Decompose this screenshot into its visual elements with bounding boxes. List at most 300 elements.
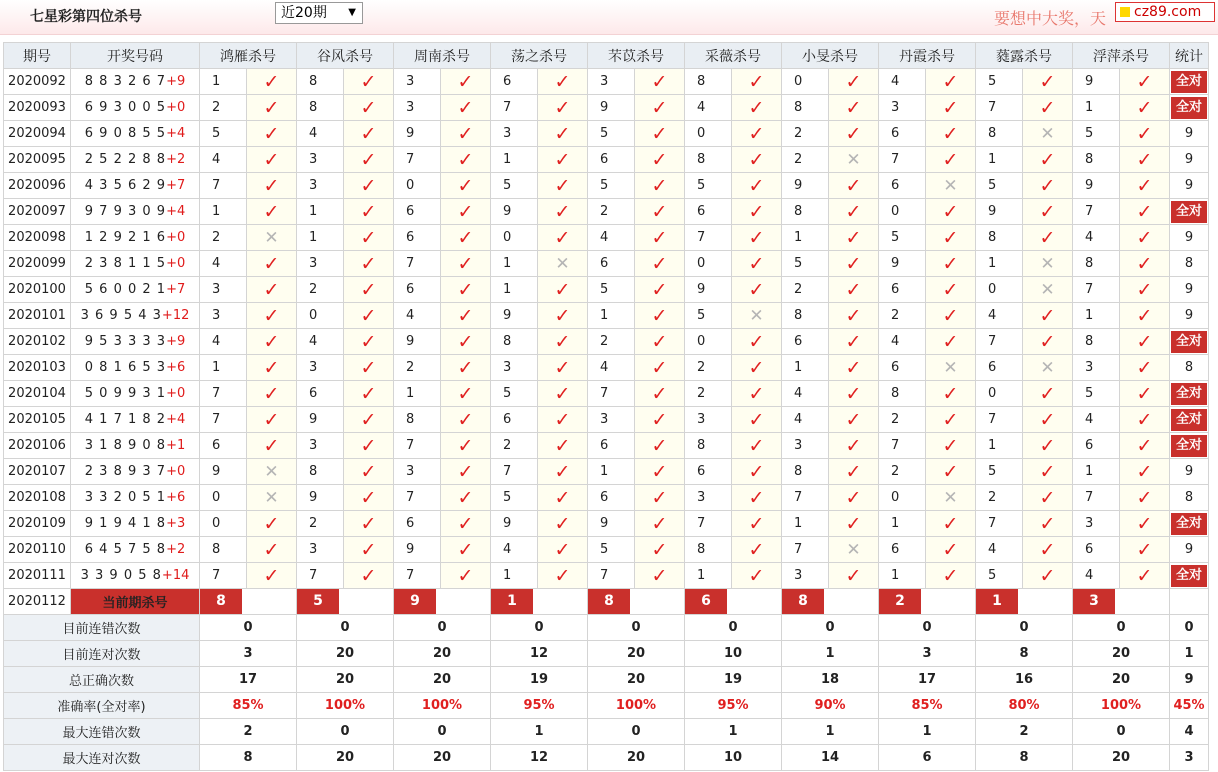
kill-number-cell: 7 [782,537,829,563]
check-icon: ✓ [748,174,765,197]
kill-number-cell: 8 [782,303,829,329]
check-icon: ✓ [360,96,377,119]
check-icon: ✓ [263,304,280,327]
result-mark-cell [1023,121,1073,147]
kill-number-cell: 9 [200,459,247,485]
kill-number-cell: 3 [394,459,441,485]
check-icon: ✓ [942,200,959,223]
kill-number-cell: 1 [879,563,926,589]
check-icon: ✓ [1039,512,1056,535]
result-mark-cell [732,225,782,251]
check-icon: ✓ [845,356,862,379]
kill-number-cell: 3 [588,69,635,95]
current-kill-cell [394,589,491,615]
kill-number-cell: 5 [782,251,829,277]
kill-number-cell: 9 [976,199,1023,225]
stat-count: 9 [1184,126,1194,141]
period-cell: 2020107 [4,459,71,485]
table-row [4,69,1209,95]
kill-number-cell: 9 [588,95,635,121]
check-icon: ✓ [942,226,959,249]
period-cell: 2020098 [4,225,71,251]
summary-value: 20 [394,641,491,667]
result-mark-cell [441,147,491,173]
kill-number-cell: 9 [394,329,441,355]
column-header-expert[interactable]: 浮萍杀号 [1073,43,1170,69]
check-icon: ✓ [651,70,668,93]
stat-cell [1170,173,1209,199]
result-mark-cell [344,199,394,225]
summary-value: 20 [1073,667,1170,693]
check-icon: ✓ [942,538,959,561]
period-cell: 2020094 [4,121,71,147]
check-icon: ✓ [748,486,765,509]
all-correct-badge: 全对 [1171,409,1207,431]
table-row [4,277,1209,303]
column-header-expert[interactable]: 周南杀号 [394,43,491,69]
kill-number-cell: 4 [297,329,344,355]
kill-number-cell: 0 [200,511,247,537]
summary-value: 16 [976,667,1073,693]
summary-value: 0 [782,615,879,641]
check-icon: ✓ [1039,460,1056,483]
result-mark-cell [635,147,685,173]
result-mark-cell [538,95,588,121]
period-cell: 2020102 [4,329,71,355]
period-cell: 2020093 [4,95,71,121]
result-mark-cell [538,225,588,251]
result-mark-cell [732,251,782,277]
kill-number-cell: 3 [879,95,926,121]
kill-number-cell: 1 [491,563,538,589]
check-icon: ✓ [554,538,571,561]
check-icon: ✓ [942,70,959,93]
check-icon: ✓ [1039,408,1056,431]
check-icon: ✓ [1136,70,1153,93]
site-badge[interactable] [1115,2,1215,22]
result-mark-cell [926,303,976,329]
kill-number-cell: 5 [1073,121,1120,147]
check-icon: ✓ [845,200,862,223]
check-icon: ✓ [942,96,959,119]
kill-number-cell: 3 [491,121,538,147]
result-mark-cell [441,485,491,511]
check-icon: ✓ [554,96,571,119]
result-mark-cell [926,459,976,485]
all-correct-badge: 全对 [1171,331,1207,353]
summary-value: 0 [1170,615,1209,641]
kill-number-cell: 7 [685,225,732,251]
result-mark-cell [247,225,297,251]
period-select-value: 近20期 [281,5,327,21]
stat-cell [1170,251,1209,277]
kill-number-cell: 5 [491,485,538,511]
result-mark-cell [635,225,685,251]
draw-extra: +4 [166,204,186,219]
check-icon: ✓ [554,330,571,353]
result-mark-cell [247,537,297,563]
result-mark-cell [441,121,491,147]
result-mark-cell [247,329,297,355]
result-mark-cell [1023,407,1073,433]
kill-number-cell: 7 [394,485,441,511]
result-mark-cell [926,199,976,225]
result-mark-cell [1120,199,1170,225]
draw-numbers-cell [71,355,200,381]
result-mark-cell [441,303,491,329]
check-icon: ✓ [457,148,474,171]
check-icon: ✓ [457,564,474,587]
kill-number-cell: 0 [685,251,732,277]
result-mark-cell [829,303,879,329]
result-mark-cell [635,251,685,277]
column-header-expert[interactable]: 芣苡杀号 [588,43,685,69]
result-mark-cell [247,277,297,303]
result-mark-cell [538,251,588,277]
kill-number-cell: 9 [297,485,344,511]
draw-numbers-cell [71,225,200,251]
kill-number-cell: 5 [976,459,1023,485]
slogan-banner[interactable]: 要想中大奖，天 [994,9,1107,28]
summary-value: 0 [879,615,976,641]
draw-extra: +12 [161,308,190,323]
kill-number-cell: 5 [588,121,635,147]
draw-extra: +0 [166,464,186,479]
summary-value: 8 [200,745,297,771]
result-mark-cell [1023,355,1073,381]
summary-row [4,745,1209,771]
period-cell: 2020092 [4,69,71,95]
draw-numbers-cell [71,563,200,589]
kill-number-cell: 3 [297,147,344,173]
result-mark-cell [732,511,782,537]
summary-label: 总正确次数 [4,667,200,693]
stat-cell [1170,563,1209,589]
result-mark-cell [441,225,491,251]
kill-number-cell: 8 [1073,251,1120,277]
check-icon: ✓ [942,408,959,431]
check-icon: ✓ [1039,304,1056,327]
cross-icon: ✕ [943,487,958,508]
stat-cell [1170,537,1209,563]
kill-number-cell: 1 [297,225,344,251]
kill-number-cell: 1 [782,225,829,251]
summary-value: 100% [588,693,685,719]
kill-number-cell: 4 [200,147,247,173]
check-icon: ✓ [845,96,862,119]
draw-extra: +7 [166,282,186,297]
check-icon: ✓ [263,538,280,561]
kill-number-cell: 5 [976,563,1023,589]
check-icon: ✓ [1136,460,1153,483]
kill-number-cell: 3 [297,251,344,277]
result-mark-cell [1120,407,1170,433]
summary-value: 0 [588,719,685,745]
kill-number-cell: 1 [782,355,829,381]
summary-row [4,719,1209,745]
result-mark-cell [247,173,297,199]
check-icon: ✓ [1039,70,1056,93]
check-icon: ✓ [554,226,571,249]
check-icon: ✓ [748,226,765,249]
result-mark-cell [829,433,879,459]
result-mark-cell [732,485,782,511]
kill-number-cell: 2 [491,433,538,459]
summary-value: 14 [782,745,879,771]
result-mark-cell [538,485,588,511]
check-icon: ✓ [845,252,862,275]
draw-extra: +9 [166,334,186,349]
check-icon: ✓ [1136,330,1153,353]
result-mark-cell [732,355,782,381]
check-icon: ✓ [845,122,862,145]
check-icon: ✓ [457,486,474,509]
result-mark-cell [926,537,976,563]
check-icon: ✓ [748,330,765,353]
site-logo-icon [1120,7,1130,17]
result-mark-cell [1120,173,1170,199]
draw-numbers-cell [71,433,200,459]
column-header-expert[interactable]: 采薇杀号 [685,43,782,69]
stat-cell [1170,407,1209,433]
kill-number-cell: 5 [685,173,732,199]
table-row [4,459,1209,485]
summary-value: 0 [297,719,394,745]
kill-number-cell: 9 [782,173,829,199]
stat-cell [1170,433,1209,459]
stat-cell [1170,485,1209,511]
period-select[interactable] [275,2,363,24]
kill-number-cell: 4 [588,355,635,381]
kill-number-cell: 2 [588,329,635,355]
kill-number-cell: 7 [588,381,635,407]
result-mark-cell [247,407,297,433]
result-mark-cell [441,69,491,95]
summary-value: 12 [491,745,588,771]
check-icon: ✓ [1136,382,1153,405]
kill-number-cell: 6 [491,407,538,433]
check-icon: ✓ [457,252,474,275]
current-kill-number: 8 [588,589,630,614]
check-icon: ✓ [1039,226,1056,249]
summary-value: 0 [588,615,685,641]
result-mark-cell [247,199,297,225]
table-row [4,355,1209,381]
check-icon: ✓ [942,564,959,587]
column-header-expert[interactable]: 丹霞杀号 [879,43,976,69]
check-icon: ✓ [651,538,668,561]
check-icon: ✓ [748,408,765,431]
period-cell: 2020101 [4,303,71,329]
result-mark-cell [1023,433,1073,459]
result-mark-cell [1120,95,1170,121]
kill-number-cell: 6 [879,355,926,381]
check-icon: ✓ [360,460,377,483]
result-mark-cell [1023,537,1073,563]
stat-count: 8 [1184,256,1194,271]
check-icon: ✓ [1039,174,1056,197]
result-mark-cell [247,95,297,121]
column-header-expert[interactable]: 蕤露杀号 [976,43,1073,69]
current-kill-number: 2 [879,589,921,614]
result-mark-cell [732,459,782,485]
kill-number-cell: 5 [976,173,1023,199]
summary-label: 目前连错次数 [4,615,200,641]
result-mark-cell [441,381,491,407]
check-icon: ✓ [457,434,474,457]
table-row [4,563,1209,589]
result-mark-cell [635,485,685,511]
check-icon: ✓ [263,330,280,353]
result-mark-cell [926,225,976,251]
check-icon: ✓ [1039,538,1056,561]
check-icon: ✓ [651,174,668,197]
result-mark-cell [829,69,879,95]
summary-value: 1 [782,719,879,745]
kill-number-cell: 5 [976,69,1023,95]
summary-value: 20 [297,667,394,693]
check-icon: ✓ [845,278,862,301]
kill-number-cell: 5 [200,121,247,147]
summary-value: 90% [782,693,879,719]
check-icon: ✓ [748,382,765,405]
result-mark-cell [441,511,491,537]
draw-extra: +2 [166,152,186,167]
draw-numbers-cell [71,147,200,173]
summary-value: 80% [976,693,1073,719]
kill-number-cell: 6 [1073,537,1120,563]
kill-number-cell: 8 [685,537,732,563]
result-mark-cell [635,277,685,303]
check-icon: ✓ [1136,278,1153,301]
check-icon: ✓ [748,96,765,119]
check-icon: ✓ [845,460,862,483]
check-icon: ✓ [1136,122,1153,145]
summary-value: 3 [200,641,297,667]
result-mark-cell [441,173,491,199]
result-mark-cell [635,511,685,537]
result-mark-cell [344,329,394,355]
kill-number-cell: 7 [685,511,732,537]
check-icon: ✓ [457,70,474,93]
column-header-expert[interactable]: 小旻杀号 [782,43,879,69]
current-kill-number: 6 [685,589,727,614]
check-icon: ✓ [457,174,474,197]
kill-number-cell: 7 [976,95,1023,121]
column-header-expert[interactable]: 荡之杀号 [491,43,588,69]
check-icon: ✓ [651,408,668,431]
column-header-expert[interactable]: 谷风杀号 [297,43,394,69]
draw-numbers-cell [71,407,200,433]
summary-value: 12 [491,641,588,667]
kill-number-cell: 5 [491,381,538,407]
summary-value: 95% [491,693,588,719]
draw-numbers-cell [71,329,200,355]
check-icon: ✓ [360,200,377,223]
check-icon: ✓ [942,122,959,145]
table-row [4,407,1209,433]
check-icon: ✓ [457,408,474,431]
column-header-expert[interactable]: 鸿雁杀号 [200,43,297,69]
result-mark-cell [247,147,297,173]
result-mark-cell [441,407,491,433]
kill-number-cell: 9 [394,537,441,563]
result-mark-cell [538,433,588,459]
result-mark-cell [829,329,879,355]
result-mark-cell [538,303,588,329]
check-icon: ✓ [942,278,959,301]
check-icon: ✓ [651,226,668,249]
kill-number-cell: 8 [394,407,441,433]
kill-number-cell: 1 [491,251,538,277]
kill-number-cell: 7 [491,95,538,121]
kill-number-cell: 5 [1073,381,1120,407]
current-stat-cell [1170,589,1209,615]
check-icon: ✓ [554,304,571,327]
period-cell: 2020110 [4,537,71,563]
result-mark-cell [732,95,782,121]
result-mark-cell [1023,381,1073,407]
draw-extra: +0 [166,256,186,271]
result-mark-cell [829,277,879,303]
summary-row [4,641,1209,667]
summary-label: 最大连对次数 [4,745,200,771]
period-cell: 2020104 [4,381,71,407]
check-icon: ✓ [942,330,959,353]
check-icon: ✓ [263,200,280,223]
kill-number-cell: 4 [1073,563,1120,589]
result-mark-cell [538,147,588,173]
kill-number-cell: 2 [200,95,247,121]
kill-number-cell: 9 [491,303,538,329]
result-mark-cell [732,537,782,563]
draw-numbers-cell [71,173,200,199]
kill-number-cell: 5 [879,225,926,251]
kill-number-cell: 3 [782,563,829,589]
draw-numbers-cell [71,303,200,329]
result-mark-cell [247,251,297,277]
kill-number-cell: 8 [782,199,829,225]
kill-number-cell: 4 [297,121,344,147]
current-kill-cell [879,589,976,615]
kill-number-cell: 7 [200,381,247,407]
result-mark-cell [829,95,879,121]
draw-extra: +3 [166,516,186,531]
check-icon: ✓ [263,434,280,457]
stat-count: 8 [1184,360,1194,375]
summary-value: 95% [685,693,782,719]
kill-number-cell: 8 [1073,147,1120,173]
result-mark-cell [247,433,297,459]
result-mark-cell [926,147,976,173]
check-icon: ✓ [1039,486,1056,509]
summary-value: 20 [1073,745,1170,771]
draw-numbers: 3 6 9 5 4 3 [80,308,162,323]
check-icon: ✓ [1136,486,1153,509]
kill-number-cell: 6 [685,199,732,225]
table-row [4,537,1209,563]
check-icon: ✓ [1136,252,1153,275]
result-mark-cell [247,459,297,485]
draw-numbers: 2 5 2 2 8 8 [84,152,167,167]
kill-number-cell: 4 [1073,407,1120,433]
kill-number-cell: 6 [879,173,926,199]
kill-number-cell: 7 [394,563,441,589]
check-icon: ✓ [651,564,668,587]
result-mark-cell [538,199,588,225]
kill-number-cell: 1 [685,563,732,589]
result-mark-cell [829,485,879,511]
